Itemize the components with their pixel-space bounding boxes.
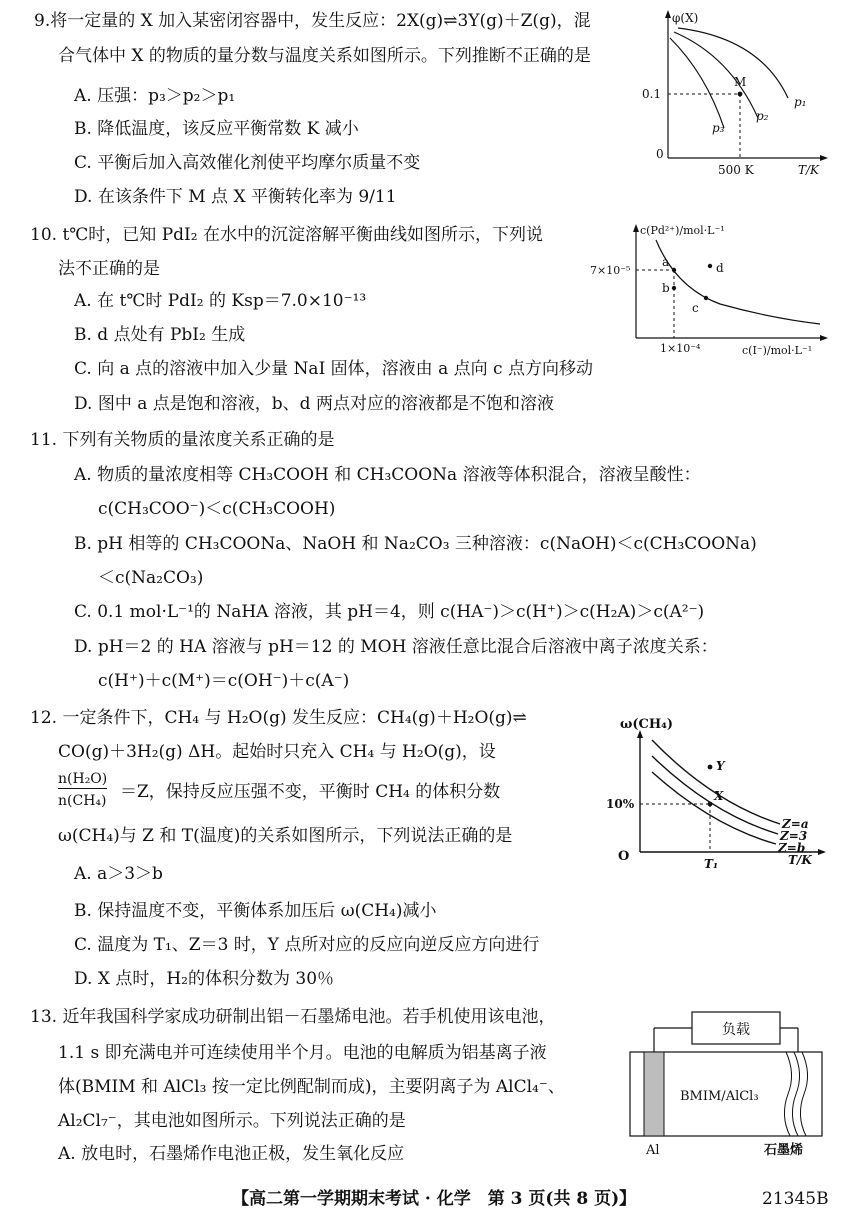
q11-option-a-line1: A. 物质的量浓度相等 CH₃COOH 和 CH₃COONa 溶液等体积混合，溶液呈酸性：	[74, 465, 701, 485]
q10-option-d: D. 图中 a 点是饱和溶液，b、d 两点对应的溶液都是不饱和溶液	[74, 394, 554, 414]
q10-option-c: C. 向 a 点的溶液中加入少量 NaI 固体，溶液由 a 点向 c 点方向移动	[74, 359, 593, 379]
q12-option-c: C. 温度为 T₁、Z＝3 时，Y 点所对应的反应向逆反应方向进行	[74, 935, 540, 955]
q12-fraction-denominator: n(CH₄)	[58, 793, 107, 809]
q12-stem-line3: ＝Z，保持反应压强不变，平衡时 CH₄ 的体积分数	[120, 782, 501, 802]
q11-option-c: C. 0.1 mol·L⁻¹的 NaHA 溶液，其 pH＝4，则 c(HA⁻)＞c(H⁺)＞c(H₂A)＞c(A²⁻)	[74, 602, 705, 622]
q10-stem-line2: 法不正确的是	[58, 259, 160, 279]
q11-option-d-line1: D. pH＝2 的 HA 溶液与 pH＝12 的 MOH 溶液任意比混合后溶液中离子浓度关系：	[74, 637, 718, 657]
q10-graph-ylabel: c(Pd²⁺)/mol·L⁻¹	[640, 224, 725, 237]
q11-option-d-line2: c(H⁺)＋c(M⁺)＝c(OH⁻)＋c(A⁻)	[98, 671, 350, 691]
q13-option-a: A. 放电时，石墨烯作电池正极，发生氧化反应	[58, 1144, 405, 1164]
footer-title: 【高二第一学期期末考试 · 化学 第 3 页(共 8 页)】	[232, 1189, 637, 1209]
q9-graph-origin: 0	[656, 147, 664, 161]
q10-point-c: c	[692, 301, 699, 315]
q10-option-a: A. 在 t℃时 PdI₂ 的 Ksp＝7.0×10⁻¹³	[74, 291, 367, 311]
q9-option-a: A. 压强：p₃＞p₂＞p₁	[74, 86, 236, 106]
q12-stem-line1: 12. 一定条件下，CH₄ 与 H₂O(g) 发生反应：CH₄(g)＋H₂O(g)⇌	[30, 708, 527, 728]
q12-graph-ytick: 10%	[606, 797, 635, 811]
q9-curve-label-p1: p₁	[794, 95, 807, 109]
q9-curve-p1	[678, 28, 788, 98]
q13-cathode-label: 石墨烯	[764, 1143, 804, 1158]
q12-curve-label-z-a: Z=a	[782, 817, 809, 831]
q10-point-a: a	[662, 255, 670, 269]
q9-graph-xlabel: T/K	[798, 163, 820, 177]
q13-electrolyte-label: BMIM/AlCl₃	[680, 1089, 759, 1104]
q9-graph-point-m: M	[734, 75, 747, 89]
q9-curve-label-p3: p₃	[712, 121, 725, 135]
footer-code: 21345B	[762, 1189, 829, 1209]
q10-point-d: d	[716, 261, 724, 275]
q12-curve-z-b	[652, 772, 776, 844]
q13-stem-line1: 13. 近年我国科学家成功研制出铝－石墨烯电池。若手机使用该电池，	[30, 1007, 556, 1027]
q12-graph	[606, 712, 828, 872]
q12-point-x: X	[714, 789, 724, 803]
q13-stem-line3: 体(BMIM 和 AlCl₃ 按一定比例配制而成)，主要阴离子为 AlCl₄⁻、	[58, 1077, 565, 1097]
q9-stem-line1: 9.将一定量的 X 加入某密闭容器中，发生反应：2X(g)⇌3Y(g)＋Z(g)，混	[34, 11, 591, 31]
q9-curve-p3	[670, 38, 724, 128]
q12-graph-origin: O	[618, 849, 630, 864]
q11-option-a-line2: c(CH₃COO⁻)＜c(CH₃COOH)	[98, 499, 336, 519]
q13-stem-line2: 1.1 s 即充满电并可连续使用半个月。电池的电解质为铝基离子液	[58, 1043, 547, 1063]
q10-point-b: b	[662, 281, 670, 295]
q12-option-d: D. X 点时，H₂的体积分数为 30％	[74, 969, 335, 989]
q9-option-d: D. 在该条件下 M 点 X 平衡转化率为 9/11	[74, 187, 397, 207]
q12-curve-label-z-b: Z=b	[778, 841, 806, 855]
q13-load-label: 负载	[722, 1022, 750, 1038]
q12-curve-z-a	[652, 740, 780, 824]
q9-option-b: B. 降低温度，该反应平衡常数 K 减小	[74, 119, 359, 139]
q12-curve-label-z-3: Z=3	[780, 829, 808, 843]
q10-graph-xlabel: c(I⁻)/mol·L⁻¹	[742, 344, 813, 357]
q10-curve	[656, 240, 820, 324]
q11-option-b-line2: ＜c(Na₂CO₃)	[98, 568, 204, 588]
q10-stem-line1: 10. t℃时，已知 PdI₂ 在水中的沉淀溶解平衡曲线如图所示，下列说	[30, 225, 543, 245]
q12-option-a: A. a＞3＞b	[74, 864, 163, 884]
q12-point-y: Y	[716, 759, 725, 773]
q9-graph-ytick: 0.1	[642, 87, 662, 101]
q9-option-c: C. 平衡后加入高效催化剂使平均摩尔质量不变	[74, 153, 421, 173]
q12-fraction-numerator: n(H₂O)	[58, 771, 108, 787]
q9-curve-label-p2: p₂	[756, 109, 769, 123]
q12-graph-xtick: T₁	[704, 857, 719, 871]
q10-graph-xtick: 1×10⁻⁴	[660, 342, 701, 355]
q12-stem-line2: CO(g)＋3H₂(g) ΔH。起始时只充入 CH₄ 与 H₂O(g)，设	[58, 742, 496, 762]
q13-stem-line4: Al₂Cl₇⁻，其电池如图所示。下列说法正确的是	[58, 1111, 406, 1131]
q12-option-b: B. 保持温度不变，平衡体系加压后 ω(CH₄)减小	[74, 901, 437, 921]
q9-stem-line2: 合气体中 X 的物质的量分数与温度关系如图所示。下列推断不正确的是	[58, 46, 591, 66]
q9-graph-xtick: 500 K	[718, 163, 754, 177]
q11-stem: 11. 下列有关物质的量浓度关系正确的是	[30, 430, 335, 450]
q11-option-b-line1: B. pH 相等的 CH₃COONa、NaOH 和 Na₂CO₃ 三种溶液：c(NaOH)＜c(CH₃COONa)	[74, 534, 757, 554]
q12-stem-line4: ω(CH₄)与 Z 和 T(温度)的关系如图所示，下列说法正确的是	[58, 826, 513, 846]
q9-graph	[642, 8, 830, 180]
q12-graph-ylabel: ω(CH₄)	[620, 717, 674, 732]
q10-graph	[590, 220, 828, 360]
q13-battery-diagram	[626, 1012, 826, 1162]
q13-anode-label: Al	[646, 1143, 660, 1158]
q12-graph-xlabel: T/K	[788, 853, 812, 867]
q9-graph-ylabel: φ(X)	[672, 11, 699, 25]
q10-option-b: B. d 点处有 PbI₂ 生成	[74, 325, 246, 345]
q10-graph-ytick: 7×10⁻⁵	[590, 264, 631, 277]
